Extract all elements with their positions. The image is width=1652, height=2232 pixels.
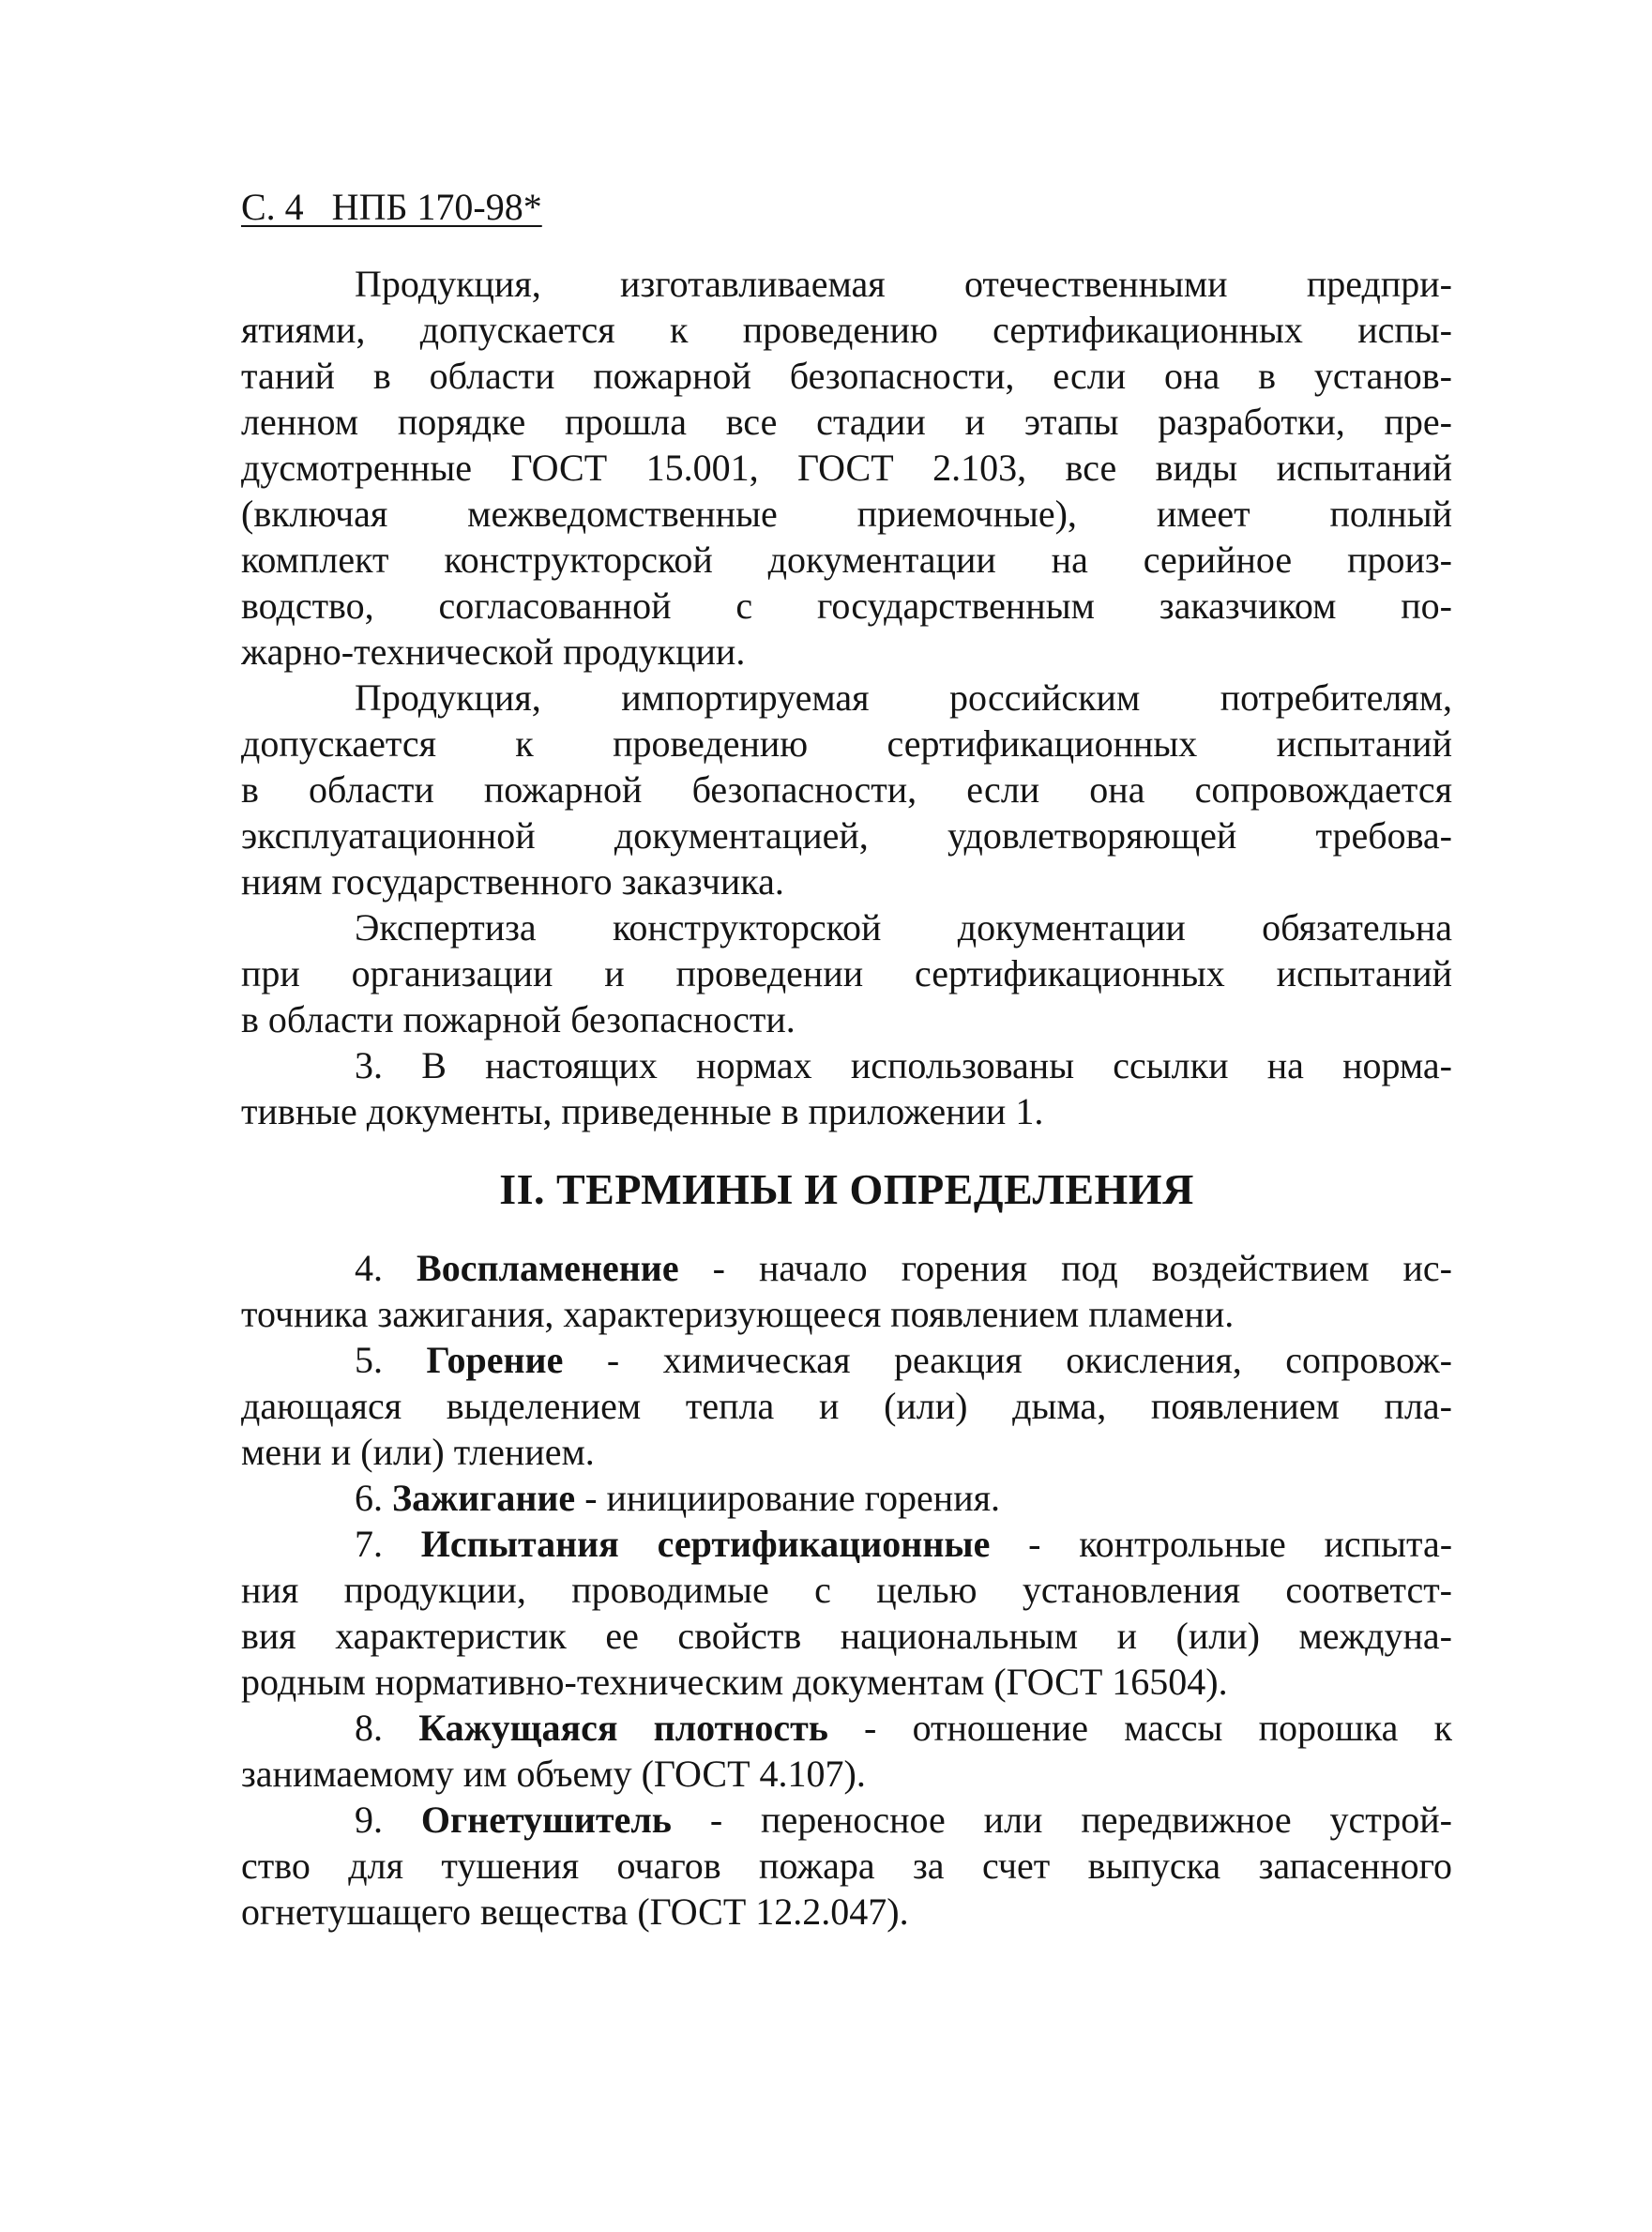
text-line — [241, 1659, 1452, 1705]
text-segment: таний в области пожарной безопасности, если она в установ- — [241, 355, 1452, 397]
text-line — [241, 1567, 1452, 1613]
term: Горение — [426, 1339, 564, 1381]
text-line — [241, 767, 1452, 812]
text-segment: - контрольные испыта- — [990, 1523, 1452, 1565]
definition-paragraph — [241, 1797, 1452, 1935]
text-segment: жарно-технической продукции. — [241, 630, 746, 673]
definitions-section — [241, 1245, 1452, 1935]
text-line — [241, 629, 1452, 675]
text-line — [241, 1291, 1452, 1337]
definition-paragraph — [241, 1475, 1452, 1521]
text-line — [241, 537, 1452, 583]
term: Кажущаяся плотность — [418, 1707, 828, 1749]
text-segment: мени и (или) тлением. — [241, 1431, 595, 1473]
definition-paragraph — [241, 1245, 1452, 1337]
text-segment: 5. — [355, 1339, 427, 1381]
text-segment: Экспертиза конструкторской документации обязательна — [355, 906, 1452, 949]
text-line — [241, 996, 1452, 1042]
text-line — [241, 491, 1452, 537]
text-line — [241, 858, 1452, 904]
text-segment: - переносное или передвижное устрой- — [671, 1799, 1452, 1841]
text-segment: допускается к проведению сертификационных испытаний — [241, 722, 1452, 765]
text-line — [241, 950, 1452, 996]
section-heading: II. ТЕРМИНЫ И ОПРЕДЕЛЕНИЯ — [499, 1165, 1194, 1213]
text-line — [241, 1751, 1452, 1797]
text-segment: вия характеристик ее свойств национальным и (или) междуна- — [241, 1615, 1452, 1657]
text-line — [241, 1797, 1452, 1843]
definition-paragraph — [241, 1705, 1452, 1797]
text-line — [241, 1429, 1452, 1475]
definition-paragraph — [241, 1521, 1452, 1705]
text-segment: ятиями, допускается к проведению сертификационных испы- — [241, 309, 1452, 351]
text-line — [241, 1245, 1452, 1291]
text-line — [241, 445, 1452, 491]
term: Зажигание — [392, 1477, 576, 1519]
text-segment: дусмотренные ГОСТ 15.001, ГОСТ 2.103, все виды испытаний — [241, 447, 1452, 489]
term: Огнетушитель — [420, 1799, 672, 1841]
text-line — [241, 1383, 1452, 1429]
text-line — [241, 353, 1452, 399]
text-segment: 3. В настоящих нормах использованы ссылки на норма- — [355, 1044, 1452, 1086]
paragraph — [241, 675, 1452, 904]
term: Испытания сертификационные — [420, 1523, 991, 1565]
text-segment: 6. — [355, 1477, 392, 1519]
text-line — [241, 904, 1452, 950]
text-line — [241, 583, 1452, 629]
text-line — [241, 399, 1452, 445]
intro-section — [241, 261, 1452, 1134]
text-segment: Продукция, импортируемая российским потребителям, — [355, 676, 1452, 719]
text-segment: 4. — [355, 1247, 417, 1289]
text-line — [241, 1843, 1452, 1889]
text-segment: 7. — [355, 1523, 421, 1565]
text-line — [241, 675, 1452, 721]
text-line — [241, 1475, 1452, 1521]
text-segment: - начало горения под воздействием ис- — [678, 1247, 1452, 1289]
text-segment: 8. — [355, 1707, 419, 1749]
text-segment: родным нормативно-техническим документам (ГОСТ 16504). — [241, 1661, 1228, 1703]
text-line — [241, 1613, 1452, 1659]
text-segment: комплект конструкторской документации на серийное произ- — [241, 539, 1452, 581]
text-segment: тивные документы, приведенные в приложении 1. — [241, 1090, 1044, 1132]
text-segment: ниям государственного заказчика. — [241, 860, 784, 903]
text-segment: огнетушащего вещества (ГОСТ 12.2.047). — [241, 1890, 909, 1933]
paragraph — [241, 1042, 1452, 1134]
text-segment: 9. — [355, 1799, 421, 1841]
text-segment: при организации и проведении сертификационных испытаний — [241, 952, 1452, 995]
text-line — [241, 1042, 1452, 1088]
text-segment: ство для тушения очагов пожара за счет выпуска запасенного — [241, 1845, 1452, 1887]
text-line — [241, 721, 1452, 767]
text-segment: ленном порядке прошла все стадии и этапы разработки, пре- — [241, 401, 1452, 443]
text-segment: в области пожарной безопасности, если она сопровождается — [241, 768, 1452, 811]
paragraph — [241, 261, 1452, 675]
text-segment: эксплуатационной документацией, удовлетворяющей требова- — [241, 814, 1452, 857]
text-segment: (включая межведомственные приемочные), имеет полный — [241, 493, 1452, 535]
text-line — [241, 307, 1452, 353]
text-segment: дающаяся выделением тепла и (или) дыма, появлением пла- — [241, 1385, 1452, 1427]
text-line — [241, 1705, 1452, 1751]
text-segment: водство, согласованной с государственным заказчиком по- — [241, 585, 1452, 627]
text-segment: точника зажигания, характеризующееся появлением пламени. — [241, 1293, 1235, 1335]
text-line — [241, 261, 1452, 307]
term: Воспламенение — [417, 1247, 679, 1289]
text-segment: занимаемому им объему (ГОСТ 4.107). — [241, 1753, 866, 1795]
text-segment: ния продукции, проводимые с целью установления соответст- — [241, 1569, 1452, 1611]
definition-paragraph — [241, 1337, 1452, 1475]
text-line — [241, 1088, 1452, 1134]
paragraph — [241, 904, 1452, 1042]
text-line — [241, 1337, 1452, 1383]
text-line — [241, 1521, 1452, 1567]
text-segment: - химическая реакция окисления, сопровож- — [563, 1339, 1452, 1381]
text-segment: - инициирование горения. — [575, 1477, 1000, 1519]
text-segment: Продукция, изготавливаемая отечественными предпри- — [355, 263, 1452, 305]
page-header: С. 4 НПБ 170-98* — [241, 186, 542, 228]
text-line — [241, 812, 1452, 858]
text-line — [241, 1889, 1452, 1935]
text-segment: - отношение массы порошка к — [827, 1707, 1452, 1749]
text-segment: в области пожарной безопасности. — [241, 998, 796, 1040]
